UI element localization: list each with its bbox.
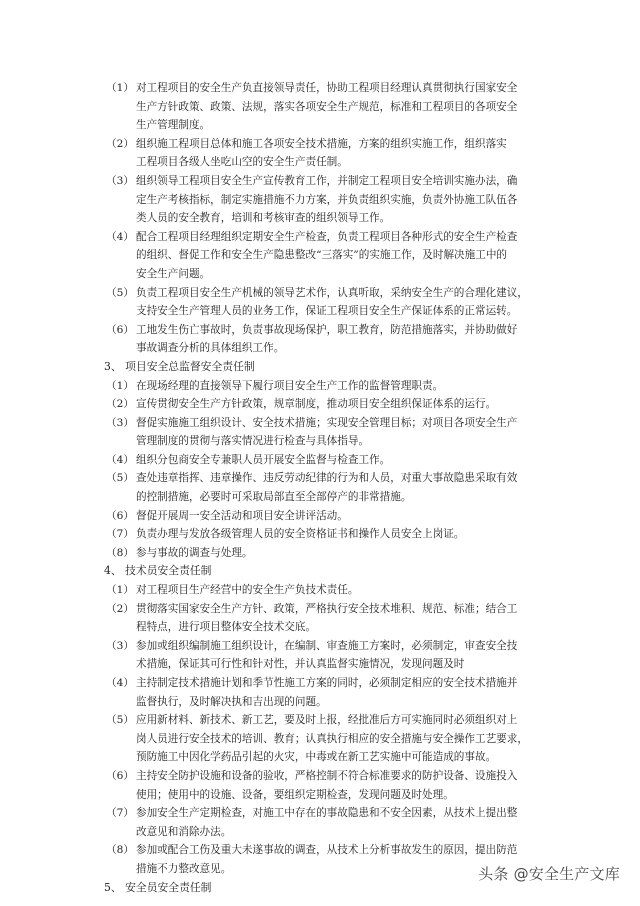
list-item: [96, 767, 566, 804]
list-item: [96, 637, 566, 674]
item-number: （1）: [106, 379, 134, 392]
item-text: 在现场经理的直接领导下履行项目安全生产工作的监督管理职责。: [136, 379, 444, 392]
list-item: [96, 525, 566, 544]
list-item: [96, 79, 566, 135]
item-number: （6）: [106, 769, 134, 782]
item-text: 主持制定技术措施计划和季节性施工方案的同时，必须制定相应的安全技术措施并 监督执行，及时解决执和吉出现的问题。: [136, 677, 518, 708]
item-number: （1）: [106, 584, 134, 597]
item-text: 组织分包商安全专兼职人员开展安全监督与检查工作。: [136, 453, 391, 466]
list-item: [96, 804, 566, 841]
list-item: [96, 377, 566, 396]
list-item: [96, 507, 566, 526]
list-item: [96, 544, 566, 563]
list-item: [96, 321, 566, 358]
item-text: 督促实施施工组织设计、安全技术措施；实现安全管理目标；对项目各项安全生产 管理制度的贯彻与落实情况进行检查与具体指导。: [136, 416, 518, 448]
item-text: 负责办理与发放各级管理人员的安全资格证书和操作人员安全上岗证。: [136, 528, 465, 541]
item-number: （2）: [106, 602, 134, 615]
item-text: 配合工程项目经理组织定期安全生产检查，负责工程项目各种形式的安全生产检查 的组织、督促工作和安全生产隐患整改“三落实”的实施工作，及时解决施工中的 安全生产问题。: [136, 230, 518, 280]
item-number: （3）: [106, 416, 134, 429]
item-number: （5）: [106, 714, 134, 727]
document-body: [96, 79, 566, 897]
section-heading: 5、 安全员安全责任制: [104, 880, 212, 894]
section-heading: 3、 项目安全总监督安全责任制: [104, 359, 255, 373]
item-number: （3）: [106, 639, 134, 652]
item-text: 宣传贯彻安全生产方针政策，规章制度，推动项目安全组织保证体系的运行。: [136, 398, 497, 411]
item-text: 组织领导工程项目安全生产宣传教育工作，并制定工程项目安全培训实施办法，确 定生产考核指标，制定实施措施不力方案，并负责组织实施，负责外协施工队伍各 类人员的安全教育，培训和考核审查的组织领导工作。: [136, 174, 518, 225]
item-number: （4）: [106, 230, 134, 243]
list-item: [96, 711, 566, 767]
item-text: 应用新材料、新技术、新工艺，要及时上报，经批准后方可实施同时必须组织对上 岗人员进行安全技术的培训、教育；认真执行相应的安全措施与安全操作工艺要求， 预防施工中因化学药品引起的火灾，中毒或在新工艺实施中可能造成的事故。: [136, 714, 528, 764]
item-number: （1）: [106, 82, 134, 94]
item-number: （2）: [106, 398, 134, 411]
list-item: [96, 600, 566, 637]
item-number: （7）: [106, 807, 134, 820]
list-item: [96, 469, 566, 506]
item-number: （4）: [106, 677, 134, 689]
item-text: 负责工程项目安全生产机械的领导艺术作，认真听取，采纳安全生产的合理化建议， 支持安全生产管理人员的业务工作，保证工程项目安全生产保证体系的正常运转。: [136, 286, 528, 318]
list-item: [96, 451, 566, 470]
item-text: 组织施工程项目总体和施工各项安全技术措施，方案的组织实施工作，组织落实 工程项目各级人坐吃山空的安全生产责任制。: [136, 137, 507, 169]
item-text: 督促开展周一安全活动和项目安全讲评活动。: [136, 509, 348, 522]
item-number: （3）: [106, 174, 134, 187]
item-text: 工地发生伤亡事故时，负责事故现场保护，职工教育，防范措施落实，并协助做好 事故调查分析的具体组织工作。: [136, 323, 518, 355]
item-number: （4）: [106, 453, 134, 466]
item-number: （6）: [106, 509, 134, 522]
list-item: [96, 414, 566, 451]
list-item: [96, 228, 566, 284]
item-number: （7）: [106, 528, 134, 541]
list-item: [96, 135, 566, 172]
list-item: [96, 581, 566, 600]
list-item: [96, 172, 566, 228]
item-text: 对工程项目生产经营中的安全生产负技术责任。: [136, 584, 359, 597]
item-number: （8）: [106, 844, 134, 857]
list-item: [96, 674, 566, 711]
item-number: （2）: [106, 137, 134, 150]
list-item: [96, 284, 566, 321]
item-number: （5）: [106, 472, 134, 485]
section-heading: 4、 技术员安全责任制: [104, 564, 212, 578]
item-text: 参加或配合工伤及重大未遂事故的调查，从技术上分析事故发生的原因，提出防范 措施不力整改意见。: [136, 844, 518, 875]
item-number: （6）: [106, 323, 134, 336]
item-text: 参加或组织编制施工组织设计，在编制、审查施工方案时，必须制定，审查安全技 术措施，保证其可行性和针对性，并认真监督实施情况，发现问题及时: [136, 639, 518, 671]
watermark: 头条 @安全生产文库: [478, 865, 620, 883]
list-item: [96, 395, 566, 414]
item-text: 参加安全生产定期检查，对施工中存在的事故隐患和不安全因素，从技术上提出整 改意见和消除办法。: [136, 807, 518, 838]
item-text: 参与事故的调查与处理。: [136, 546, 253, 559]
item-number: （5）: [106, 286, 134, 299]
item-text: 对工程项目的安全生产负直接领导责任，协助工程项目经理认真贯彻执行国家安全 生产方针政策、政策、法规，落实各项安全生产规范，标准和工程项目的各项安全 生产管理制度。: [136, 82, 518, 132]
item-text: 查处违章指挥、违章操作、违反劳动纪律的行为和人员，对重大事故隐患采取有效 的控制措施，必要时可采取局部直至全部停产的非常措施。: [136, 472, 518, 504]
item-text: 贯彻落实国家安全生产方针、政策，严格执行安全技术堆积、规范、标准；结合工 程特点，进行项目整体安全技术交底。: [136, 602, 518, 634]
item-text: 主持安全防护设施和设备的验收，严格控制不符合标准要求的防护设备、设施投入 使用；使用中的设施、设备，要组织定期检查，发现问题及时处理。: [136, 769, 518, 801]
item-number: （8）: [106, 546, 134, 559]
